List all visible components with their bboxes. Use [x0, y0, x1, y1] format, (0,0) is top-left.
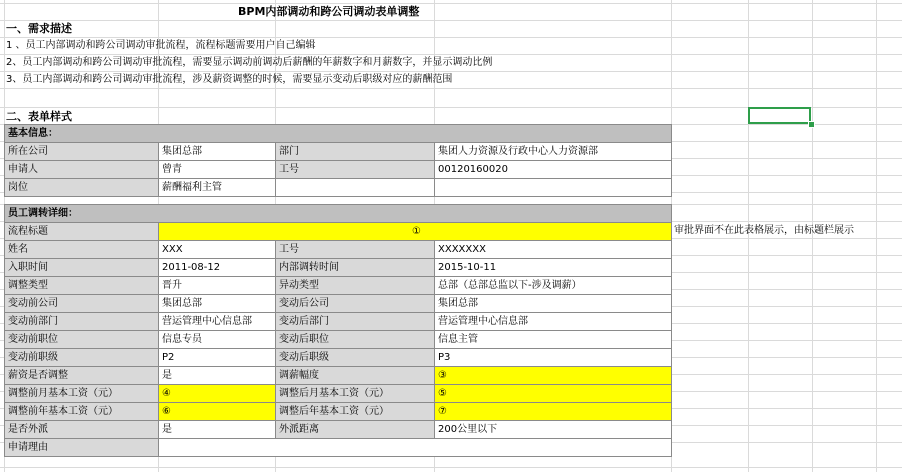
table-row [5, 223, 672, 241]
table-cell[interactable]: 是 [159, 421, 276, 439]
table-cell[interactable]: ⑤ [435, 385, 672, 403]
table-cell[interactable]: 外派距离 [276, 421, 435, 439]
flow-title-label[interactable]: 流程标题 [5, 223, 159, 241]
table-cell[interactable]: 信息主管 [435, 331, 672, 349]
reason-label[interactable]: 申请理由 [5, 439, 159, 457]
requirement-item: 1 、员工内部调动和跨公司调动审批流程，流程标题需要用户自己编辑 [6, 40, 316, 51]
table-cell[interactable]: 调整类型 [5, 277, 159, 295]
table-row [5, 349, 672, 367]
active-cell-selection[interactable] [748, 107, 811, 124]
table-cell[interactable]: 00120160020 [435, 161, 672, 179]
table-cell[interactable]: XXXXXXX [435, 241, 672, 259]
fill-handle[interactable] [808, 121, 815, 128]
section-heading-form-style: 二、表单样式 [6, 110, 72, 123]
requirement-item: 3、员工内部调动和跨公司调动审批流程，涉及薪资调整的时候，需要显示变动后职级对应的薪酬范围 [6, 74, 453, 85]
table-cell[interactable]: 变动后公司 [276, 295, 435, 313]
basic-info-header: 基本信息： [5, 125, 672, 143]
table-cell[interactable]: 营运管理中心信息部 [159, 313, 276, 331]
table-row [5, 125, 672, 143]
grid-row-line [0, 467, 902, 468]
table-cell[interactable]: 集团总部 [159, 143, 276, 161]
table-row [5, 313, 672, 331]
reason-field[interactable] [159, 439, 672, 457]
table-row [5, 403, 672, 421]
table-cell[interactable]: 调整前月基本工资（元） [5, 385, 159, 403]
table-cell[interactable]: P3 [435, 349, 672, 367]
table-cell[interactable]: ⑥ [159, 403, 276, 421]
table-cell[interactable]: 变动前公司 [5, 295, 159, 313]
table-cell[interactable]: ④ [159, 385, 276, 403]
flow-title-field[interactable]: ① [159, 223, 672, 241]
table-cell[interactable]: 总部（总部总监以下-涉及调薪） [435, 277, 672, 295]
table-cell[interactable]: 异动类型 [276, 277, 435, 295]
grid-row-line [0, 20, 902, 21]
sheet-title: BPM内部调动和跨公司调动表单调整 [238, 5, 420, 18]
grid-row-line [0, 88, 902, 89]
table-cell[interactable]: ⑦ [435, 403, 672, 421]
table-cell[interactable] [276, 179, 435, 197]
table-row [5, 205, 672, 223]
table-cell[interactable]: 集团总部 [159, 295, 276, 313]
table-row [5, 385, 672, 403]
table-cell[interactable]: 2011-08-12 [159, 259, 276, 277]
table-row [5, 439, 672, 457]
table-cell[interactable]: 调薪幅度 [276, 367, 435, 385]
grid-row-line [0, 3, 902, 4]
table-cell[interactable]: 所在公司 [5, 143, 159, 161]
flow-title-note: 审批界面不在此表格展示，由标题栏展示 [674, 225, 854, 236]
table-cell[interactable]: 调整前年基本工资（元） [5, 403, 159, 421]
table-cell[interactable]: 晋升 [159, 277, 276, 295]
table-cell[interactable]: ③ [435, 367, 672, 385]
basic-info-table [4, 124, 672, 197]
table-cell[interactable]: 集团人力资源及行政中心人力资源部 [435, 143, 672, 161]
table-cell[interactable]: 调整后年基本工资（元） [276, 403, 435, 421]
table-cell[interactable]: 变动前部门 [5, 313, 159, 331]
table-cell[interactable]: 工号 [276, 241, 435, 259]
table-cell[interactable]: 集团总部 [435, 295, 672, 313]
table-cell[interactable]: 薪酬福利主管 [159, 179, 276, 197]
table-cell[interactable]: 变动前职位 [5, 331, 159, 349]
table-cell[interactable]: 变动后职级 [276, 349, 435, 367]
table-row [5, 331, 672, 349]
table-cell[interactable]: 内部调转时间 [276, 259, 435, 277]
section-heading-requirements: 一、需求描述 [6, 22, 72, 35]
transfer-details-header: 员工调转详细： [5, 205, 672, 223]
table-cell[interactable]: 营运管理中心信息部 [435, 313, 672, 331]
table-cell[interactable]: 入职时间 [5, 259, 159, 277]
table-cell[interactable]: 2015-10-11 [435, 259, 672, 277]
table-cell[interactable]: 变动后部门 [276, 313, 435, 331]
table-cell[interactable]: P2 [159, 349, 276, 367]
table-cell[interactable]: 是 [159, 367, 276, 385]
table-cell[interactable]: 岗位 [5, 179, 159, 197]
transfer-details-table [4, 204, 672, 457]
table-row [5, 143, 672, 161]
table-row [5, 367, 672, 385]
table-cell[interactable] [435, 179, 672, 197]
table-row [5, 277, 672, 295]
table-row [5, 161, 672, 179]
table-row [5, 179, 672, 197]
table-cell[interactable]: 姓名 [5, 241, 159, 259]
table-cell[interactable]: 曾青 [159, 161, 276, 179]
table-cell[interactable]: 部门 [276, 143, 435, 161]
table-row [5, 259, 672, 277]
table-cell[interactable]: 工号 [276, 161, 435, 179]
table-cell[interactable]: 变动后职位 [276, 331, 435, 349]
table-cell[interactable]: 是否外派 [5, 421, 159, 439]
requirement-item: 2、员工内部调动和跨公司调动审批流程，需要显示调动前调动后薪酬的年薪数字和月薪数字，并显示调动比例 [6, 57, 493, 68]
table-row [5, 295, 672, 313]
table-row [5, 421, 672, 439]
table-cell[interactable]: 申请人 [5, 161, 159, 179]
table-cell[interactable]: 薪资是否调整 [5, 367, 159, 385]
table-cell[interactable]: 200公里以下 [435, 421, 672, 439]
table-cell[interactable]: 变动前职级 [5, 349, 159, 367]
table-cell[interactable]: 信息专员 [159, 331, 276, 349]
table-cell[interactable]: XXX [159, 241, 276, 259]
table-row [5, 241, 672, 259]
table-cell[interactable]: 调整后月基本工资（元） [276, 385, 435, 403]
